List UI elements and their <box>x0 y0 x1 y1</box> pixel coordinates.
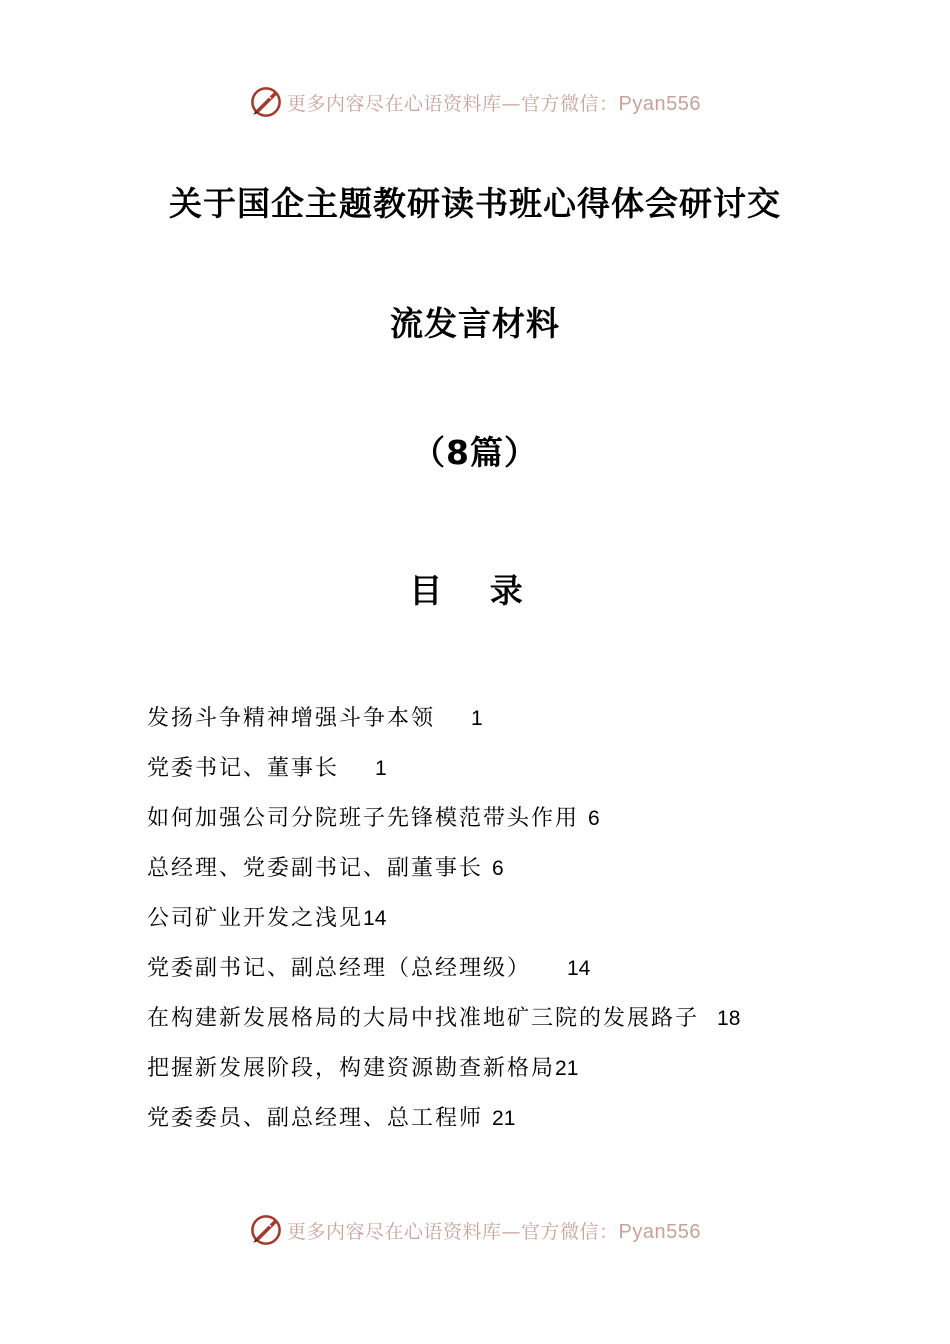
toc-entry[interactable] <box>147 1000 847 1050</box>
toc-entry[interactable] <box>147 850 847 900</box>
document-title-line-1: 关于国企主题教研读书班心得体会研讨交 <box>169 184 781 223</box>
toc-entry-spacer <box>579 806 588 831</box>
footer-watermark <box>0 1210 950 1250</box>
toc-entry-title: 党委副书记、副总经理（总经理级） <box>147 956 532 981</box>
pen-logo-icon <box>249 85 283 119</box>
toc-heading: 目 录 <box>409 571 541 610</box>
toc-entry-page: 6 <box>492 857 504 880</box>
toc-entry-spacer <box>699 1006 717 1031</box>
watermark-text: 更多内容尽在心语资料库—官方微信：Pyan556 <box>287 92 701 115</box>
toc-entry-title: 把握新发展阶段，构建资源勘查新格局 <box>147 1056 556 1081</box>
toc-entry[interactable] <box>147 750 847 800</box>
toc-entry-title: 党委委员、副总经理、总工程师 <box>147 1106 484 1131</box>
toc-entry-title: 党委书记、董事长 <box>147 756 340 781</box>
toc-entry-spacer <box>339 756 375 781</box>
toc-entry-page: 14 <box>567 957 591 980</box>
toc-entry-spacer <box>483 856 492 881</box>
toc-entry-title: 总经理、党委副书记、副董事长 <box>147 856 484 881</box>
toc-entry-page: 14 <box>363 907 387 930</box>
toc-entry-title: 公司矿业开发之浅见 <box>147 906 364 931</box>
watermark-content <box>249 85 701 119</box>
toc-entry-page: 1 <box>471 707 483 730</box>
table-of-contents <box>147 700 847 1150</box>
toc-entry-page: 6 <box>588 807 600 830</box>
watermark-content <box>249 1213 701 1247</box>
toc-entry[interactable] <box>147 1100 847 1150</box>
pen-logo-icon <box>249 1213 283 1247</box>
toc-entry-page: 18 <box>717 1007 741 1030</box>
toc-entry-title: 在构建新发展格局的大局中找准地矿三院的发展路子 <box>147 1006 700 1031</box>
header-watermark <box>0 82 950 122</box>
watermark-wechat-id: Pyan556 <box>618 1220 701 1243</box>
toc-entry-title: 发扬斗争精神增强斗争本领 <box>147 706 436 731</box>
toc-entry-spacer <box>435 706 471 731</box>
toc-entry[interactable] <box>147 700 847 750</box>
toc-entry-page: 21 <box>555 1057 579 1080</box>
document-title-line-2: 流发言材料 <box>390 304 560 343</box>
toc-entry-spacer <box>483 1106 492 1131</box>
watermark-text: 更多内容尽在心语资料库—官方微信：Pyan556 <box>287 1220 701 1243</box>
toc-entry[interactable] <box>147 950 847 1000</box>
toc-entry-page: 1 <box>375 757 387 780</box>
document-title-count: （8篇） <box>412 433 538 472</box>
watermark-wechat-id: Pyan556 <box>618 92 701 115</box>
toc-entry-spacer <box>531 956 567 981</box>
toc-entry[interactable] <box>147 1050 847 1100</box>
toc-entry[interactable] <box>147 900 847 950</box>
toc-entry-page: 21 <box>492 1107 516 1130</box>
toc-entry[interactable] <box>147 800 847 850</box>
toc-entry-title: 如何加强公司分院班子先锋模范带头作用 <box>147 806 580 831</box>
